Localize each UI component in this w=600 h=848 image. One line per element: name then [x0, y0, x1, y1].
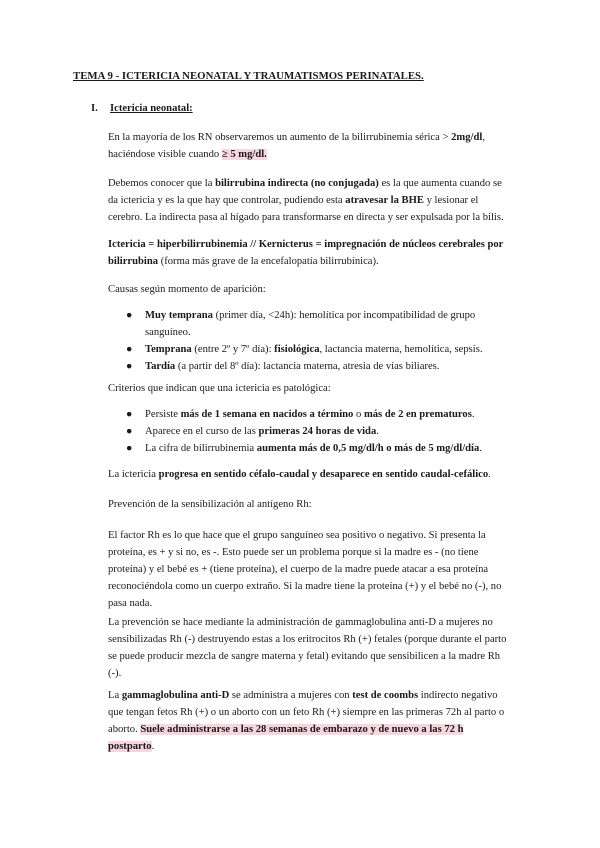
bold-run: gammaglobulina anti-D — [121, 690, 230, 701]
bullet-icon: ● — [126, 344, 133, 355]
bold-run: fisiológica — [274, 344, 320, 355]
text-run: La cifra de bilirrubinemia — [145, 443, 257, 454]
text-run: Debemos conocer que la — [108, 178, 216, 189]
bullet-icon: ● — [126, 443, 133, 454]
criteria-list — [108, 406, 508, 457]
text-run: indirecto negativo que tengan fetos Rh (+) o un aborto con un feto Rh (+) siempre en las primeras 72h al parto o aborto. — [108, 690, 505, 735]
text-run: La ictericia — [108, 469, 159, 480]
list-item — [108, 423, 508, 440]
list-item — [108, 406, 508, 423]
bullet-icon: ● — [126, 409, 133, 420]
bullet-icon: ● — [126, 426, 133, 437]
bold-run: Tardía — [145, 361, 176, 372]
text-run: Aparece en el curso de las — [145, 426, 259, 437]
bold-run: más de 2 en prematuros — [363, 409, 472, 420]
list-item — [108, 341, 508, 358]
text-run: . — [479, 443, 482, 454]
bold-run: progresa en sentido céfalo-caudal y desaparece en sentido caudal-cefálico — [158, 469, 489, 480]
paragraph-indirect-bilirubin — [108, 175, 508, 226]
bold-run: atravesar la BHE — [345, 195, 424, 206]
text-run: Persiste — [145, 409, 181, 420]
text-run: , haciéndose visible cuando — [108, 132, 485, 160]
text-run: En la mayoría de los RN observaremos un aumento de la bilirrubinemia sérica > — [108, 132, 452, 143]
highlighted-run: Suele administrarse a las 28 semanas de embarazo y de nuevo a las 72 h postparto — [108, 724, 464, 752]
highlighted-run: ≥ 5 mg/dl. — [221, 149, 267, 160]
text-run: (a partir del 8º día): lactancia materna, atresia de vías biliares. — [175, 361, 440, 372]
section-title: Ictericia neonatal: — [110, 103, 193, 114]
paragraph-rh-factor: El factor Rh es lo que hace que el grupo sanguíneo sea positivo o negativo. Si presenta la proteína, es + y si no, es -. Esto puede ser un problema porque si la madre es - (no tiene proteína) y el bebé es + (tiene proteína), el cuerpo de la madre puede atacar a esa proteína reconociéndola como un cuerpo extraño. Si la madre tiene la proteína (+) y el bebé no (-), no pasa nada. — [108, 530, 502, 609]
text-run: o — [353, 409, 364, 420]
text-run: . — [376, 426, 379, 437]
paragraph-anti-d — [108, 687, 508, 755]
paragraph-kernicterus — [108, 236, 508, 270]
text-run: (primer día, <24h): hemolítica por incompatibilidad de grupo sanguíneo. — [145, 310, 476, 338]
bullet-icon: ● — [126, 361, 133, 372]
bold-run: aumenta más de 0,5 mg/dl/h o más de 5 mg/dl/día — [256, 443, 480, 454]
bold-run: Muy temprana — [145, 310, 213, 321]
text-run: . — [488, 469, 491, 480]
paragraph-causes-intro: Causas según momento de aparición: — [108, 284, 266, 295]
bold-run: test de coombs — [352, 690, 419, 701]
text-run: , lactancia materna, hemolítica, sepsis. — [319, 344, 483, 355]
paragraph-bilirubin-threshold — [108, 129, 508, 163]
paragraph-rh-prevention-heading: Prevención de la sensibilización al antígeno Rh: — [108, 499, 312, 510]
bold-run: bilirrubina indirecta (no conjugada) — [215, 178, 379, 189]
paragraph-progression — [108, 466, 508, 483]
causes-list — [108, 307, 508, 375]
document-title: TEMA 9 - ICTERICIA NEONATAL Y TRAUMATISMOS PERINATALES. — [73, 70, 424, 82]
paragraph-prevention-method: La prevención se hace mediante la administración de gammaglobulina anti-D a mujeres no sensibilizadas Rh (-) destruyendo estas a los eritrocitos Rh (+) fetales (porque durante el parto se puede producir mezcla de sangre materna y fetal) evitando que sensibilicen a la madre Rh (-). — [108, 617, 507, 679]
bullet-icon: ● — [126, 310, 133, 321]
list-item — [108, 358, 508, 375]
text-run: . — [151, 741, 155, 752]
text-run: es la que aumenta cuando se da ictericia y es la que hay que controlar, pudiendo esta — [108, 178, 502, 206]
list-item — [108, 440, 508, 457]
text-run: (forma más grave de la encefalopatía bilirrubínica). — [158, 256, 379, 267]
text-run: (entre 2º y 7º día): — [191, 344, 275, 355]
bold-run: Temprana — [145, 344, 192, 355]
text-run: . — [471, 409, 475, 420]
bold-run: Ictericia = hiperbilirrubinemia // Kernicterus = impregnación de núcleos cerebrales por bilirrubina — [108, 239, 504, 267]
section-number: I. — [91, 103, 98, 114]
text-run: se administra a mujeres con — [229, 690, 353, 701]
list-item — [108, 307, 508, 341]
text-run: La — [108, 690, 122, 701]
bold-run: primeras 24 horas de vida — [258, 426, 377, 437]
bold-run: 2mg/dl — [451, 132, 483, 143]
bold-run: más de 1 semana en nacidos a término — [180, 409, 354, 420]
paragraph-criteria-intro: Criterios que indican que una ictericia es patológica: — [108, 383, 331, 394]
text-run: y lesionar el cerebro. La indirecta pasa al hígado para transformarse en directa y ser expulsada por la bilis. — [108, 195, 504, 223]
